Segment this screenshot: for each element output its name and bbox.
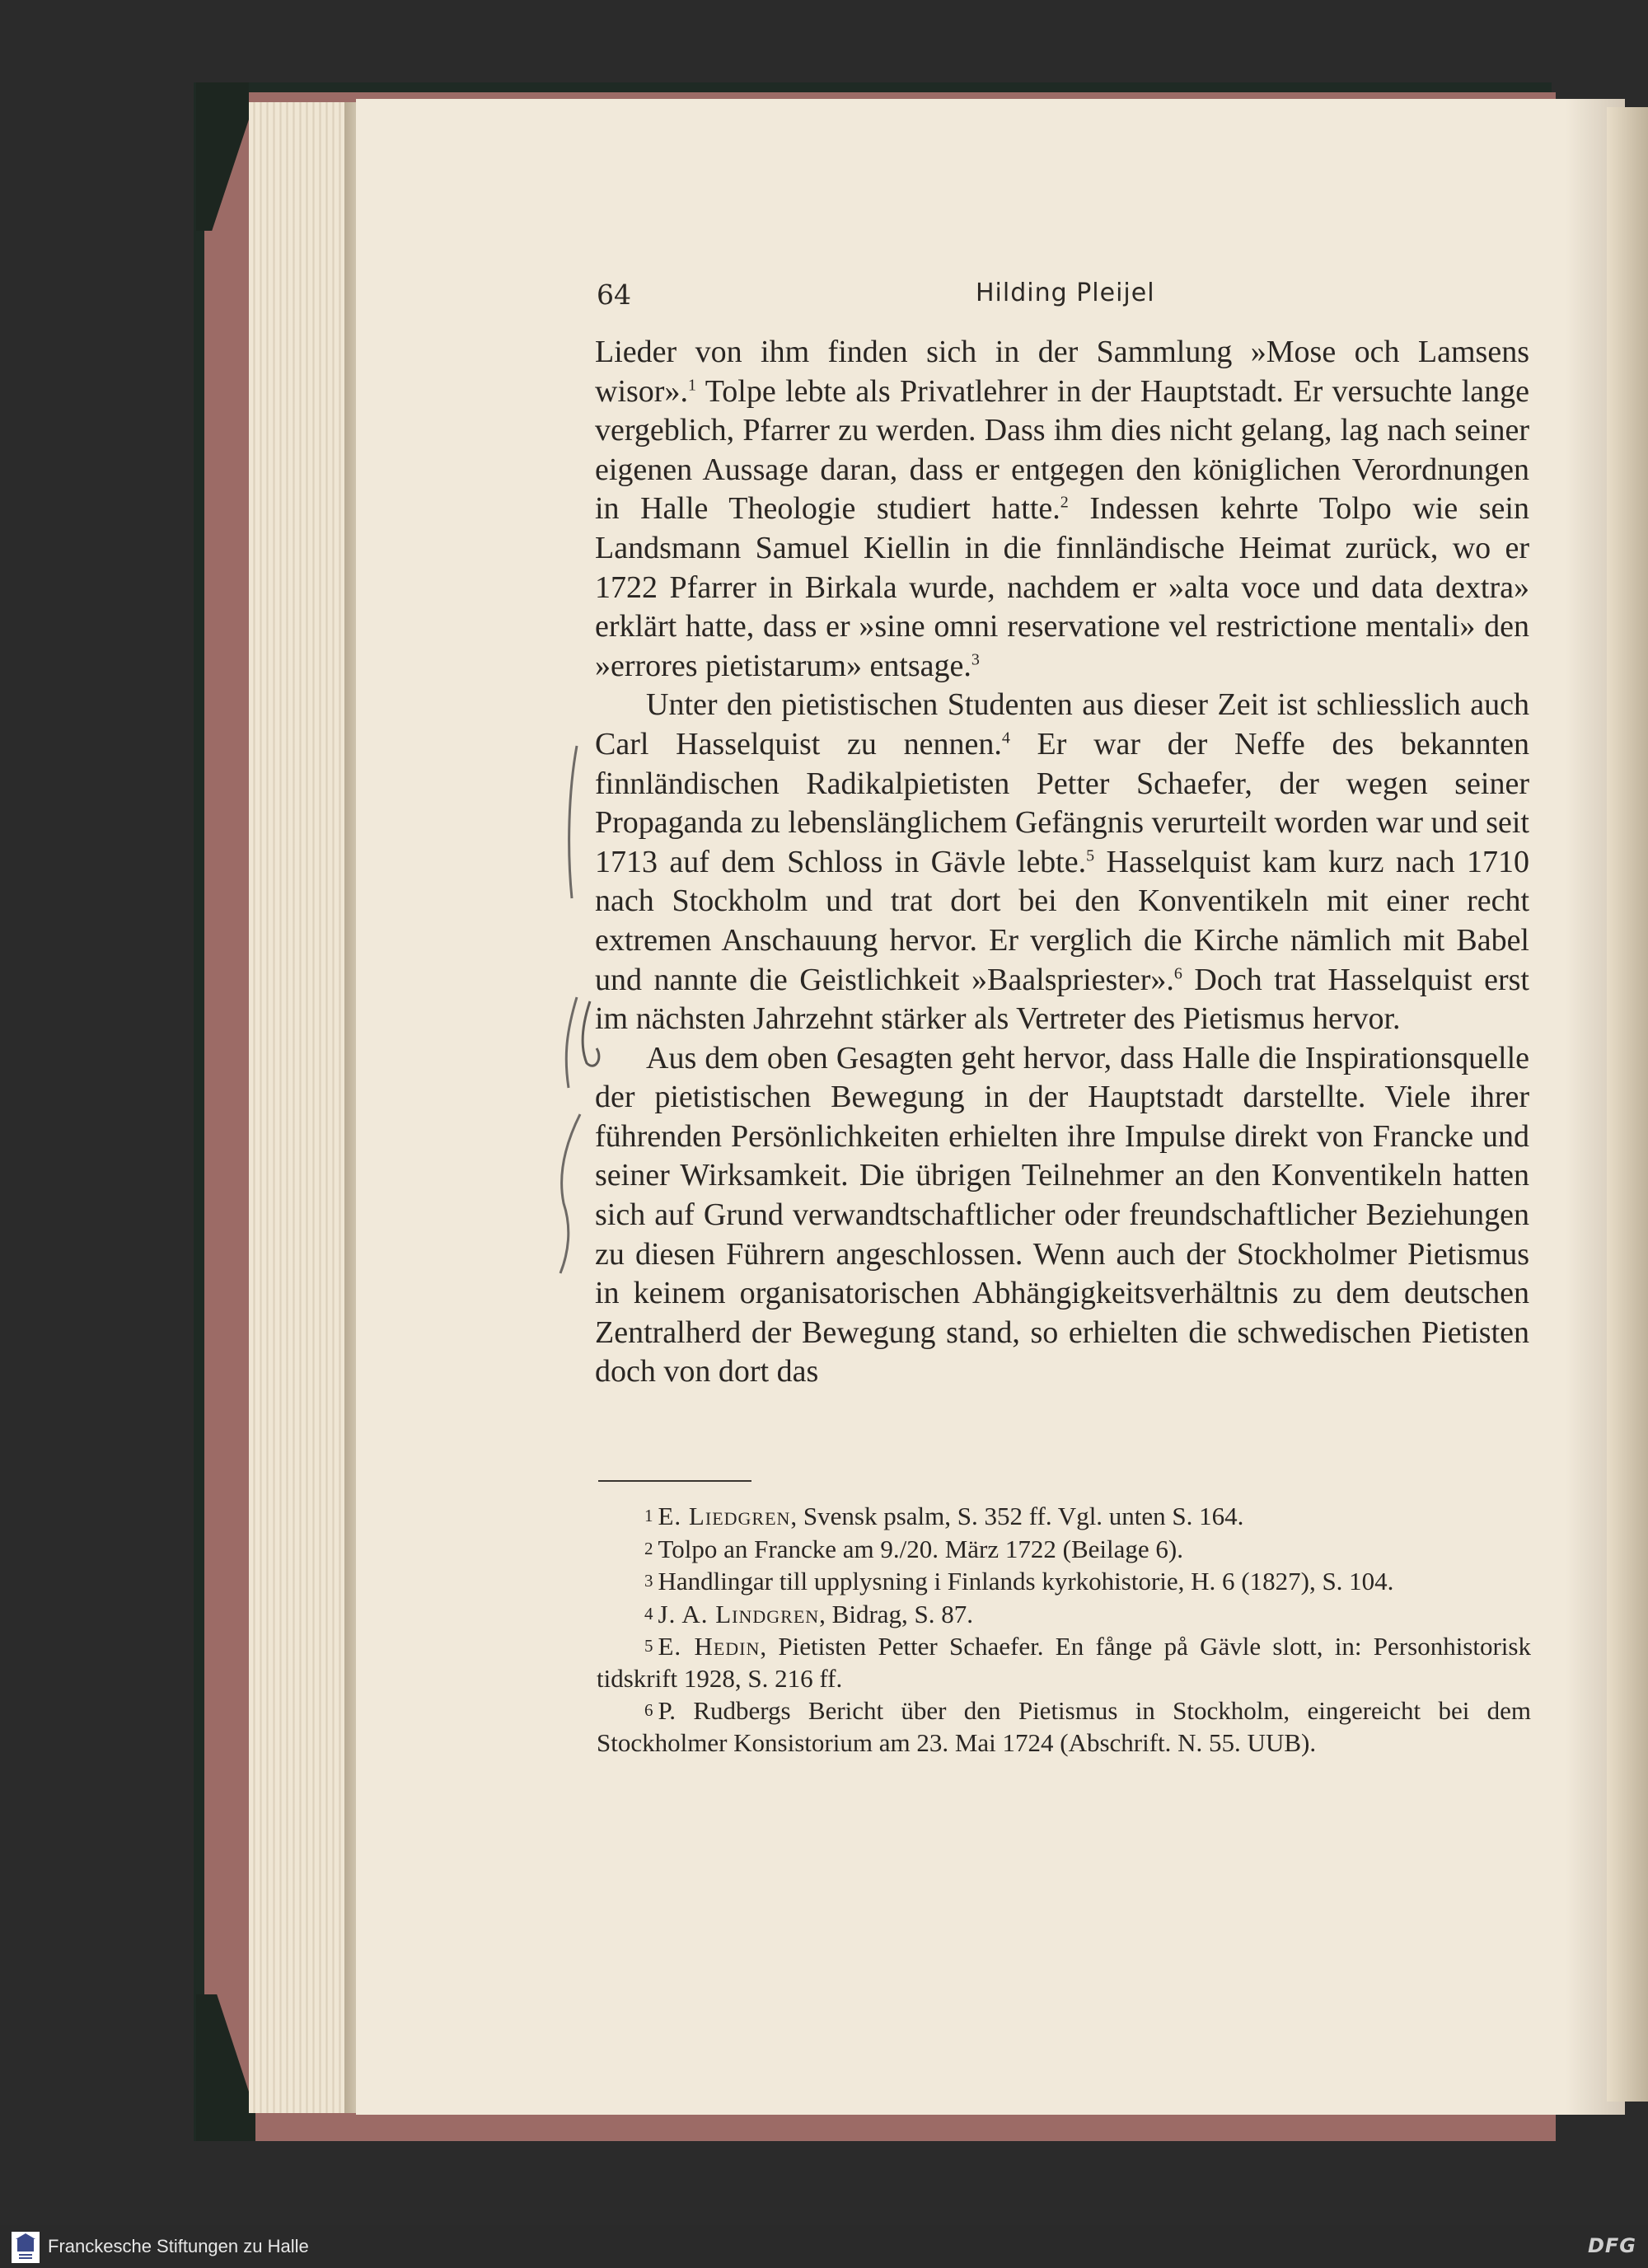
footnote-reference: 4 [1001,729,1010,747]
footnote-text: , Pietisten Petter Schaefer. En fånge på Gävle slott, in: Personhistorisk tidskrift 1928, S. 216 ff. [597,1632,1531,1693]
footnote-text: , Svensk psalm, S. 352 ff. Vgl. unten S. 164. [790,1502,1244,1530]
footnote-reference: 6 [1173,963,1182,982]
footnote-number: 5 [644,1636,653,1656]
footnote [597,1533,1531,1566]
footnote [597,1694,1531,1759]
paragraph-text: Hasselquist kam kurz nach 1710 nach Stockholm und trat dort bei den Konventikeln mit einer recht extremen Anschauung hervor. Er verglich die Kirche nämlich mit Babel und nannte die Geistlichkeit »Baalspriester». [595,844,1530,997]
paragraph-text: Unter den pietistischen Studenten aus dieser Zeit ist schliesslich auch Carl Hasselquist zu nennen. [595,687,1529,761]
paragraph-text: Indessen kehrte Tolpo wie sein Landsmann Samuel Kiellin in die finnländische Heimat zurück, wo er 1722 Pfarrer in Birkala wurde, nachdem er »alta voce und data dextra» erklärt hatte, dass er »sine omni reservatione vel restrictione mentali» den »errores pietistarum» entsage. [595,491,1529,683]
footnote-author: E. Hedin [658,1632,761,1661]
footnote-reference: 1 [687,375,696,394]
running-title: Hilding Pleijel [976,279,1155,307]
paragraph-text: Lieder von ihm finden sich in der Sammlung »Mose och Lamsens wisor». [595,335,1529,409]
franckesche-stiftungen-emblem-icon [12,2232,40,2263]
footnote-text: P. Rudbergs Bericht über den Pietismus in Stockholm, eingereicht bei dem Stockholmer Konsistorium am 23. Mai 1724 (Abschrift. N. 55. UUB). [597,1696,1531,1757]
footnote-reference: 5 [1086,846,1095,865]
footnote-rule [598,1480,751,1482]
body-text [595,333,1529,1392]
facing-page-edge [1607,107,1648,2102]
footnote-text: Handlingar till upplysning i Finlands kyrkohistorie, H. 6 (1827), S. 104. [658,1567,1394,1596]
viewer-footer [0,2225,1648,2268]
running-header [597,279,1528,320]
page-stack-edges [249,102,356,2113]
footnote-number: 3 [644,1571,653,1591]
footnotes [597,1500,1531,1759]
paragraph-text: Tolpe lebte als Privatlehrer in der Hauptstadt. Er versuchte lange vergeblich, Pfarrer zu werden. Dass ihm dies nicht gelang, lag nach seiner eigenen Aussage daran, dass er entgegen den königlichen Verordnungen in Halle Theologie studiert hatte. [595,373,1529,527]
footnote [597,1598,1531,1631]
footnote-number: 2 [644,1538,653,1558]
footnote-text: , Bidrag, S. 87. [819,1599,974,1628]
institution-name: Franckesche Stiftungen zu Halle [48,2236,309,2256]
body-paragraph [595,333,1529,686]
footnote [597,1630,1531,1694]
footnote-reference: 2 [1060,493,1069,512]
paragraph-text: Aus dem oben Gesagten geht hervor, dass Halle die Inspirationsquelle der pietistischen Bewegung in der Hauptstadt darstellte. Viele ihrer führenden Persönlichkeiten erhielten ihre Impulse direkt von Francke und seiner Wirksamkeit. Die übrigen Teilnehmer an den Konventikeln hatten sich auf Grund verwandtschaftlicher oder freundschaftlicher Beziehungen zu diesen Führern angeschlossen. Wenn auch der Stockholmer Pietismus in keinem organisatorischen Abhängigkeitsverhältnis zu dem deutschen Zentralherd der Bewegung stand, so erhielten die schwedischen Pietisten doch von dort das [595,1040,1529,1389]
dfg-logo: DFG [1587,2234,1636,2257]
footnote-text: Tolpo an Francke am 9./20. März 1722 (Beilage 6). [658,1534,1183,1563]
footnote-author: J. A. Lindgren [658,1599,820,1628]
footnote-reference: 3 [971,650,980,669]
body-paragraph [595,686,1529,1038]
paragraph-text: Doch trat Hasselquist erst im nächsten Jahrzehnt stärker als Vertreter des Pietismus hervor. [595,962,1529,1037]
footnote [597,1500,1531,1533]
footnote [597,1565,1531,1598]
body-paragraph [595,1039,1529,1392]
footnote-number: 1 [644,1506,653,1525]
footnote-author: E. Liedgren [658,1502,791,1530]
paragraph-text: Er war der Neffe des bekannten finnländischen Radikalpietisten Petter Schaefer, der wegen seiner Propaganda zu lebenslänglichem Gefängnis verurteilt worden war und seit 1713 auf dem Schloss in Gävle lebte. [595,726,1529,879]
footnote-number: 4 [644,1603,653,1624]
footnote-number: 6 [644,1700,653,1720]
page-number: 64 [597,279,631,311]
